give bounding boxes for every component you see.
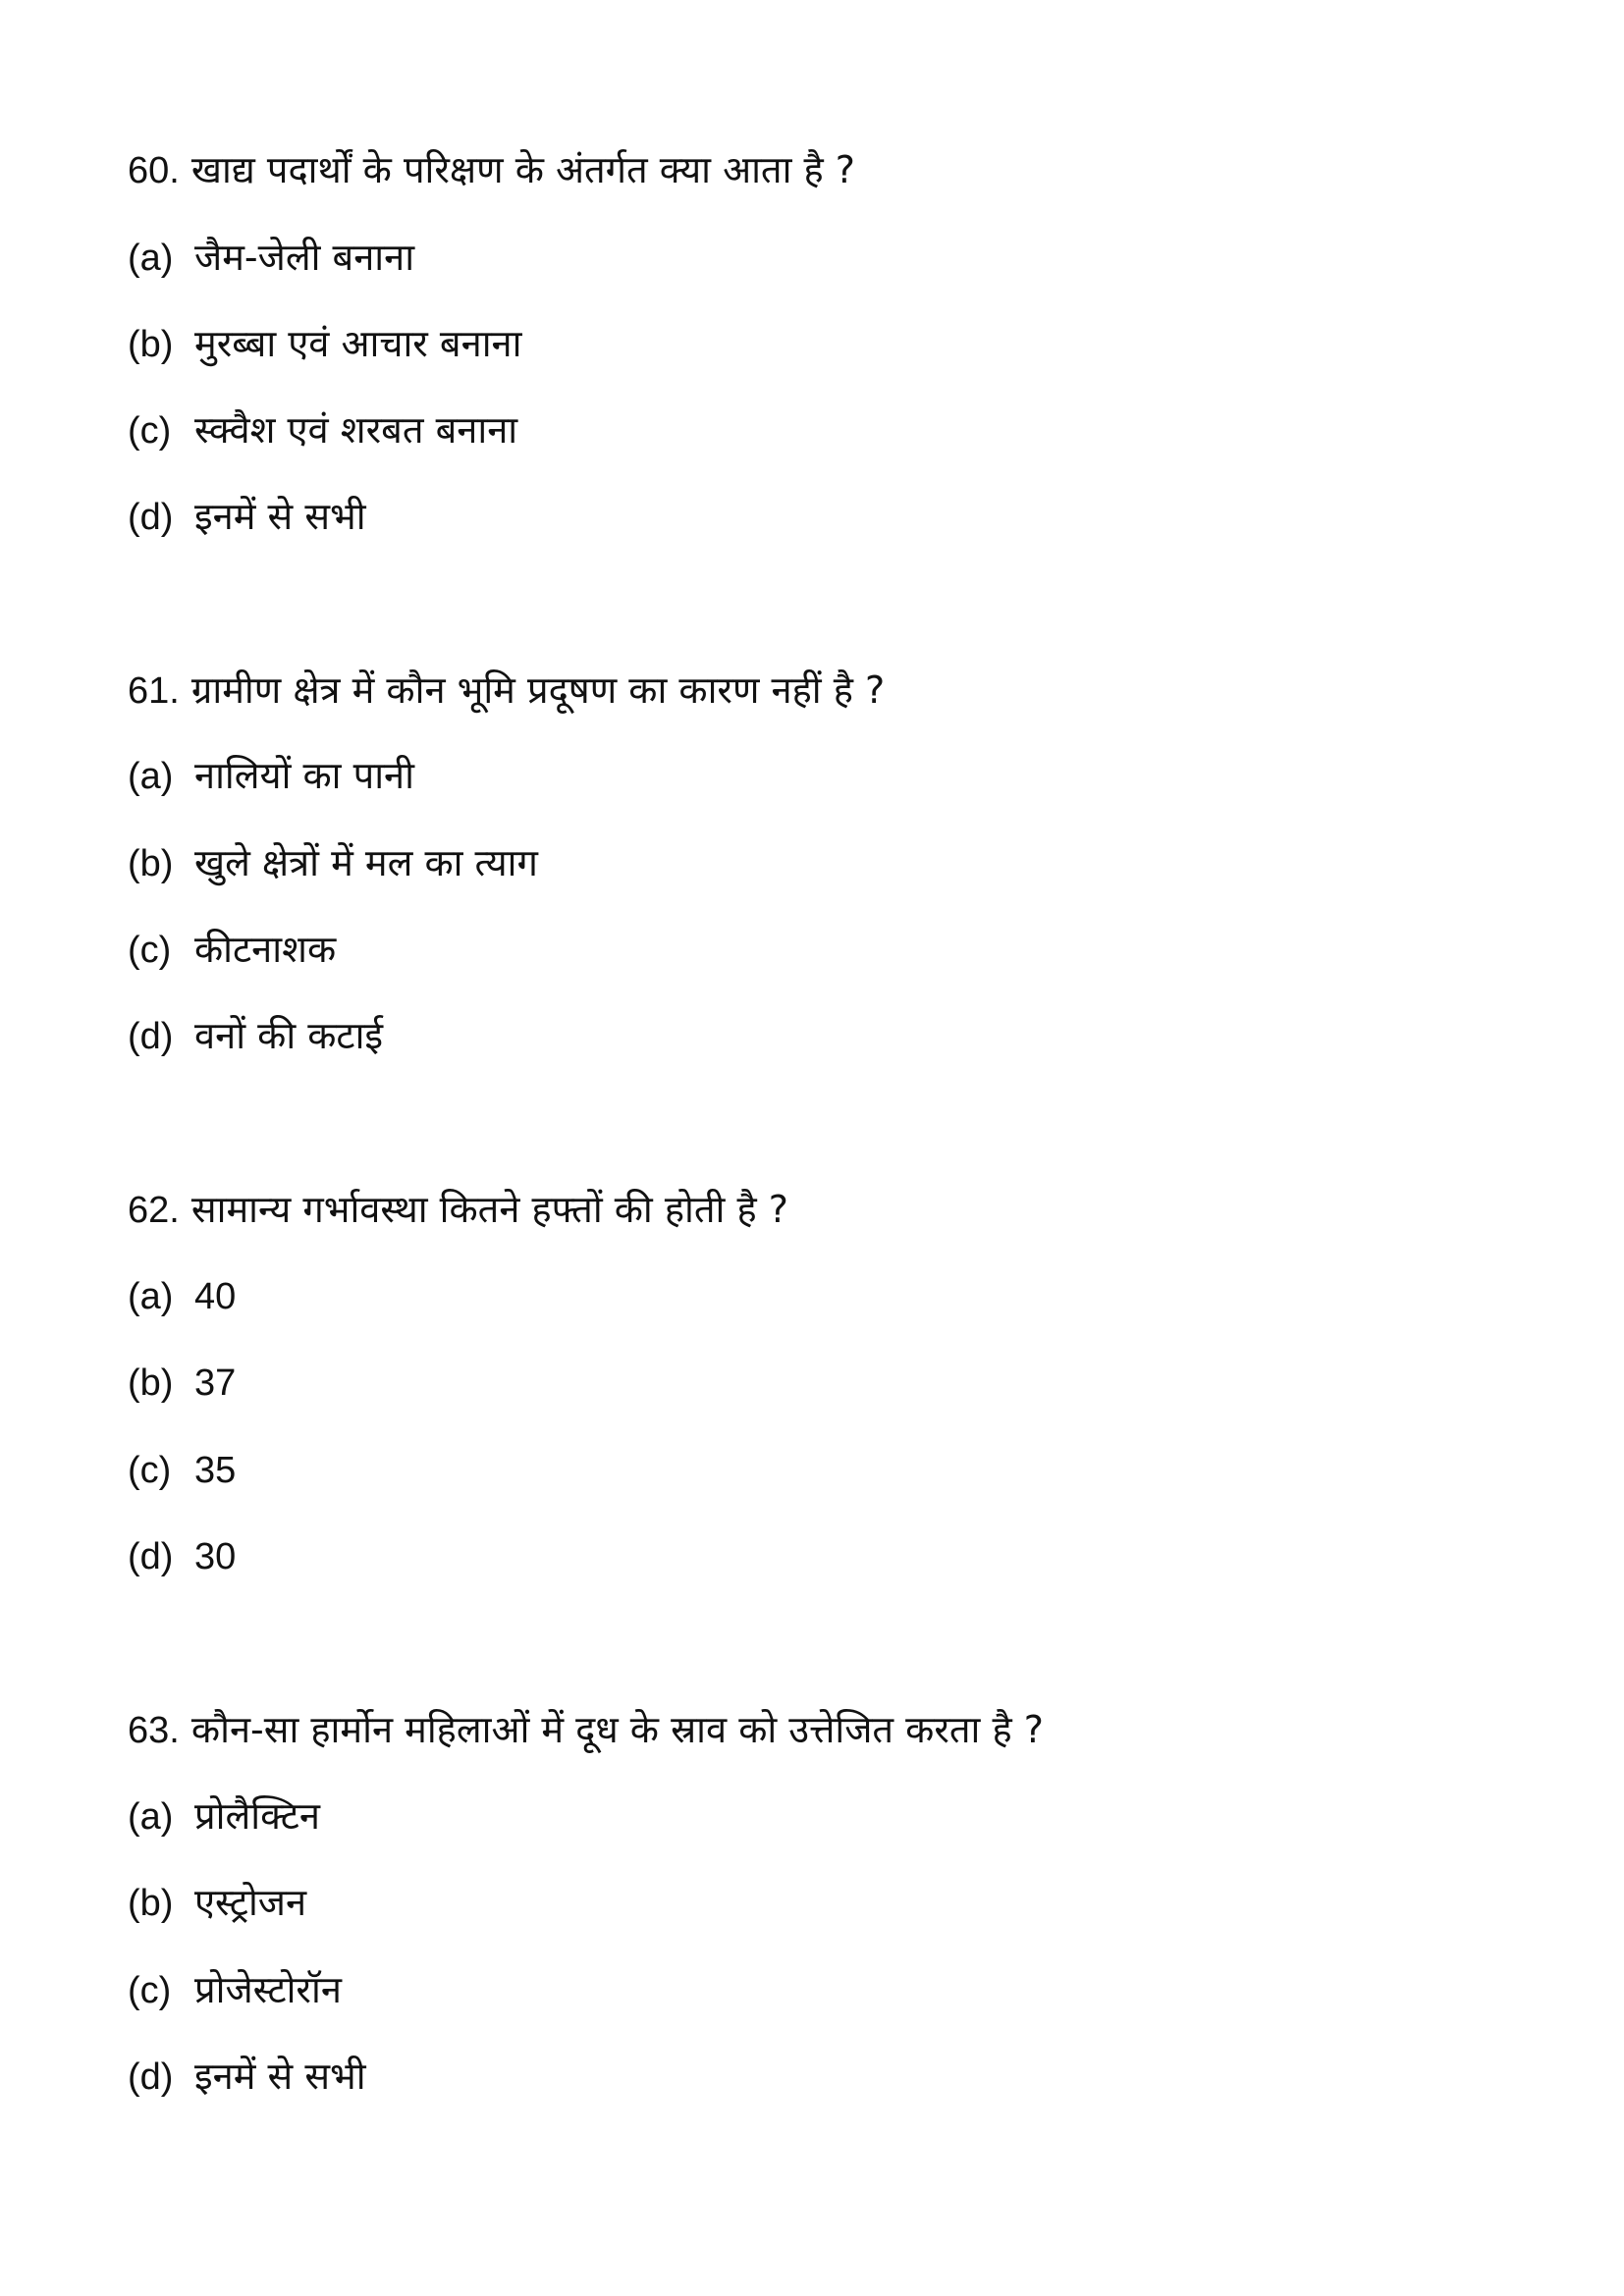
question-60 xyxy=(128,146,855,194)
question-61 xyxy=(128,667,885,715)
option-label: (b) xyxy=(128,1883,174,1924)
option-61-a xyxy=(128,752,414,800)
option-63-d xyxy=(128,2053,366,2101)
option-label: (b) xyxy=(128,1362,174,1404)
option-text: जैम-जेली बनाना xyxy=(194,236,415,279)
option-label: (d) xyxy=(128,1016,174,1057)
option-text: 35 xyxy=(194,1450,237,1491)
question-number: 63. xyxy=(128,1710,180,1751)
option-text: 40 xyxy=(194,1276,237,1317)
option-text: 30 xyxy=(194,1536,237,1577)
option-text: प्रोलैक्टिन xyxy=(194,1794,321,1838)
option-text: कीटनाशक xyxy=(194,928,337,971)
option-60-b xyxy=(128,320,521,368)
option-text: नालियों का पानी xyxy=(194,754,414,797)
option-62-d xyxy=(128,1532,236,1580)
option-text: खुले क्षेत्रों में मल का त्याग xyxy=(194,841,538,884)
option-label: (b) xyxy=(128,324,174,365)
option-60-c xyxy=(128,406,517,454)
option-61-d xyxy=(128,1012,383,1060)
option-label: (a) xyxy=(128,1276,174,1317)
option-label: (c) xyxy=(128,1970,172,2011)
question-text: ग्रामीण क्षेत्र में कौन भूमि प्रदूषण का कारण नहीं है ? xyxy=(190,668,886,712)
option-60-a xyxy=(128,234,414,282)
option-text: मुरब्बा एवं आचार बनाना xyxy=(194,322,522,365)
option-label: (a) xyxy=(128,238,174,279)
option-60-d xyxy=(128,493,366,541)
option-label: (c) xyxy=(128,1450,172,1491)
option-text: प्रोजेस्टोरॉन xyxy=(194,1968,342,2011)
option-label: (d) xyxy=(128,497,174,538)
option-62-b xyxy=(128,1359,236,1407)
option-label: (b) xyxy=(128,843,174,884)
option-61-b xyxy=(128,839,538,887)
option-63-a xyxy=(128,1792,320,1841)
option-62-a xyxy=(128,1272,236,1320)
question-number: 60. xyxy=(128,150,180,191)
option-label: (a) xyxy=(128,1796,174,1838)
option-label: (a) xyxy=(128,756,174,797)
option-text: इनमें से सभी xyxy=(194,495,366,538)
option-label: (c) xyxy=(128,410,172,452)
question-text: खाद्य पदार्थों के परिक्षण के अंतर्गत क्या आता है ? xyxy=(190,148,855,191)
question-text: सामान्य गर्भावस्था कितने हफ्तों की होती है ? xyxy=(190,1188,788,1231)
option-63-c xyxy=(128,1966,342,2014)
option-text: 37 xyxy=(194,1362,237,1404)
question-63 xyxy=(128,1706,1044,1754)
option-63-b xyxy=(128,1879,306,1927)
question-number: 61. xyxy=(128,670,180,712)
question-62 xyxy=(128,1186,788,1234)
option-label: (d) xyxy=(128,1536,174,1577)
option-text: एस्ट्रोजन xyxy=(194,1881,307,1924)
option-text: इनमें से सभी xyxy=(194,2055,366,2098)
option-text: वनों की कटाई xyxy=(194,1014,384,1057)
question-text: कौन-सा हार्मोन महिलाओं में दूध के स्राव को उत्तेजित करता है ? xyxy=(190,1708,1044,1751)
option-text: स्क्वैश एवं शरबत बनाना xyxy=(194,408,518,452)
option-61-c xyxy=(128,926,336,974)
option-label: (d) xyxy=(128,2056,174,2098)
option-label: (c) xyxy=(128,930,172,971)
question-number: 62. xyxy=(128,1190,180,1231)
option-62-c xyxy=(128,1446,236,1494)
